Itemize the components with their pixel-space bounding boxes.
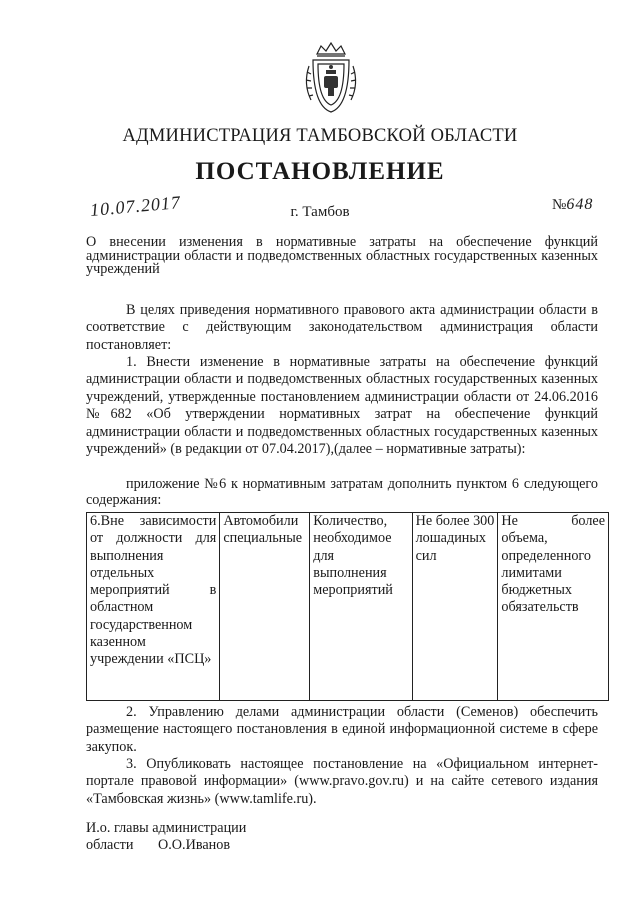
norms-table <box>86 512 609 701</box>
organization-title: АДМИНИСТРАЦИЯ ТАМБОВСКОЙ ОБЛАСТИ <box>122 126 518 146</box>
document-number <box>552 196 593 214</box>
handwritten-date: 10.07.2017 <box>89 192 182 220</box>
signatory-region: области <box>86 837 134 853</box>
point-1-paragraph: 1. Внести изменение в нормативные затраты на обеспечение функций администрации области и подведомственных областных государственных казенных учреждений, утвержденные постановлением администрации области от 24.06.2016 №682 «Об утверждении нормативных затрат на обеспечение функций администрации области и подведомственных областных государственных казенных учреждений» (в редакции от 07.04.2017),(далее – нормативные затраты): <box>86 354 598 458</box>
table-cell-vehicle-type: Автомобили специальные <box>220 513 310 701</box>
table-row <box>87 513 609 701</box>
document-subject: О внесении изменения в нормативные затраты на обеспечение функций администрации области и подведомственных областных государственных казенных учреждений <box>86 234 598 277</box>
coat-of-arms-emblem <box>299 40 363 116</box>
annex-paragraph: приложение №6 к нормативным затратам дополнить пунктом 6 следующего содержания: <box>86 476 598 508</box>
table-cell-category: 6.Вне зависимости от должности для выполнения отдельных мероприятий в областном государственном казенном учреждении «ПСЦ» <box>87 513 220 701</box>
signatory-role: И.о. главы администрации <box>86 820 247 836</box>
point-2-paragraph: 2. Управлению делами администрации области (Семенов) обеспечить размещение настоящего постановления в единой информационной системе в сфере закупок. <box>86 704 598 755</box>
table-cell-cost-limit: Не более объема, определенного лимитами бюджетных обязательств <box>498 513 609 701</box>
table-cell-power: Не более 300 лошадиных сил <box>412 513 498 701</box>
number-prefix: № <box>552 197 567 213</box>
point-3-paragraph: 3. Опубликовать настоящее постановление на «Официальном интернет-портале правовой информации» (www.pravo.gov.ru) и на сайте сетевого издания «Тамбовская жизнь» (www.tamlife.ru). <box>86 756 598 807</box>
document-type-title: ПОСТАНОВЛЕНИЕ <box>195 158 445 185</box>
table-cell-quantity: Количество, необходимое для выполнения мероприятий <box>310 513 412 701</box>
preamble-paragraph: В целях приведения нормативного правового акта администрации области в соответствие с действующим законодательством администрация области постановляет: <box>86 302 598 353</box>
handwritten-number: 648 <box>566 196 594 213</box>
city-label: г. Тамбов <box>290 204 350 220</box>
signatory-name: О.О.Иванов <box>158 837 231 853</box>
